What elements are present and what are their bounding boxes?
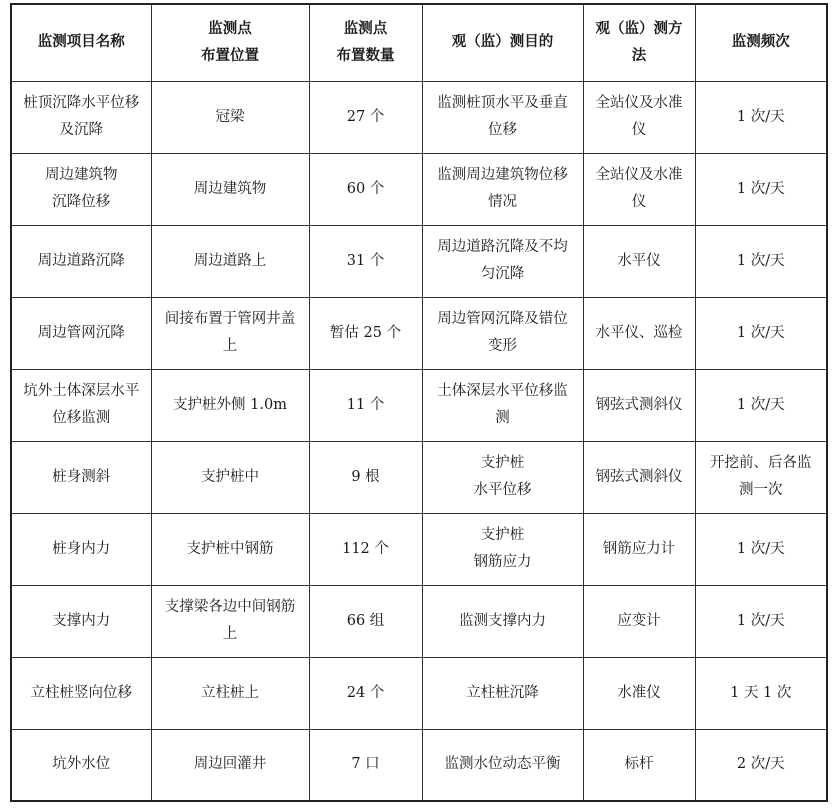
table-row [11,369,827,441]
header-frequency: 监测频次 [695,4,827,81]
cell-point-count: 112 个 [309,513,422,585]
header-purpose: 观（监）测目的 [422,4,583,81]
cell-purpose: 监测周边建筑物位移情况 [422,153,583,225]
cell-item-name: 支撑内力 [11,585,151,657]
cell-method: 钢筋应力计 [583,513,695,585]
table-row [11,513,827,585]
header-point-location-text: 监测点 布置位置 [201,20,259,64]
cell-frequency: 1 次/天 [695,585,827,657]
header-item-name: 监测项目名称 [11,4,151,81]
cell-point-location: 周边回灌井 [151,729,309,801]
table-row [11,729,827,801]
cell-purpose: 立柱桩沉降 [422,657,583,729]
table-row [11,153,827,225]
cell-item-name: 周边道路沉降 [11,225,151,297]
cell-method: 钢弦式测斜仪 [583,441,695,513]
cell-item-name: 坑外土体深层水平位移监测 [11,369,151,441]
cell-point-count: 9 根 [309,441,422,513]
cell-frequency: 2 次/天 [695,729,827,801]
cell-purpose: 监测水位动态平衡 [422,729,583,801]
cell-frequency: 1 次/天 [695,297,827,369]
cell-item-name: 立柱桩竖向位移 [11,657,151,729]
cell-frequency: 1 天 1 次 [695,657,827,729]
table-row [11,225,827,297]
cell-frequency: 1 次/天 [695,225,827,297]
header-point-count [309,4,422,81]
cell-method: 水平仪 [583,225,695,297]
cell-point-location: 支撑梁各边中间钢筋上 [151,585,309,657]
cell-method: 全站仪及水准仪 [583,153,695,225]
cell-point-count: 27 个 [309,81,422,153]
table-row [11,297,827,369]
cell-point-count: 7 口 [309,729,422,801]
cell-frequency: 1 次/天 [695,513,827,585]
cell-method: 钢弦式测斜仪 [583,369,695,441]
cell-purpose: 支护桩 钢筋应力 [422,513,583,585]
cell-purpose: 支护桩 水平位移 [422,441,583,513]
cell-point-location: 周边建筑物 [151,153,309,225]
cell-point-count: 66 组 [309,585,422,657]
cell-point-count: 60 个 [309,153,422,225]
cell-point-location: 支护桩中钢筋 [151,513,309,585]
cell-point-location: 支护桩外侧 1.0m [151,369,309,441]
cell-frequency: 开挖前、后各监测一次 [695,441,827,513]
cell-point-location: 支护桩中 [151,441,309,513]
cell-purpose: 土体深层水平位移监测 [422,369,583,441]
header-row [11,4,827,81]
cell-point-location: 冠梁 [151,81,309,153]
cell-purpose: 监测支撑内力 [422,585,583,657]
cell-frequency: 1 次/天 [695,81,827,153]
cell-point-count: 暂估 25 个 [309,297,422,369]
cell-item-name: 坑外水位 [11,729,151,801]
cell-method: 全站仪及水准仪 [583,81,695,153]
cell-frequency: 1 次/天 [695,369,827,441]
cell-item-name: 周边建筑物 沉降位移 [11,153,151,225]
cell-item-name: 周边管网沉降 [11,297,151,369]
monitoring-table-container [10,3,826,800]
cell-item-name: 桩顶沉降水平位移及沉降 [11,81,151,153]
cell-method: 水平仪、巡检 [583,297,695,369]
cell-item-name: 桩身测斜 [11,441,151,513]
cell-method: 水准仪 [583,657,695,729]
cell-purpose: 周边管网沉降及错位变形 [422,297,583,369]
cell-point-count: 11 个 [309,369,422,441]
cell-method: 标杆 [583,729,695,801]
cell-point-location: 立柱桩上 [151,657,309,729]
cell-point-count: 24 个 [309,657,422,729]
cell-purpose: 周边道路沉降及不均匀沉降 [422,225,583,297]
table-row [11,441,827,513]
monitoring-table [10,3,828,802]
cell-point-count: 31 个 [309,225,422,297]
cell-point-location: 周边道路上 [151,225,309,297]
header-point-location [151,4,309,81]
table-row [11,81,827,153]
cell-method: 应变计 [583,585,695,657]
cell-item-name: 桩身内力 [11,513,151,585]
cell-point-location: 间接布置于管网井盖上 [151,297,309,369]
cell-purpose: 监测桩顶水平及垂直位移 [422,81,583,153]
table-row [11,657,827,729]
cell-frequency: 1 次/天 [695,153,827,225]
header-method: 观（监）测方法 [583,4,695,81]
header-point-count-text: 监测点 布置数量 [336,20,395,64]
table-row [11,585,827,657]
